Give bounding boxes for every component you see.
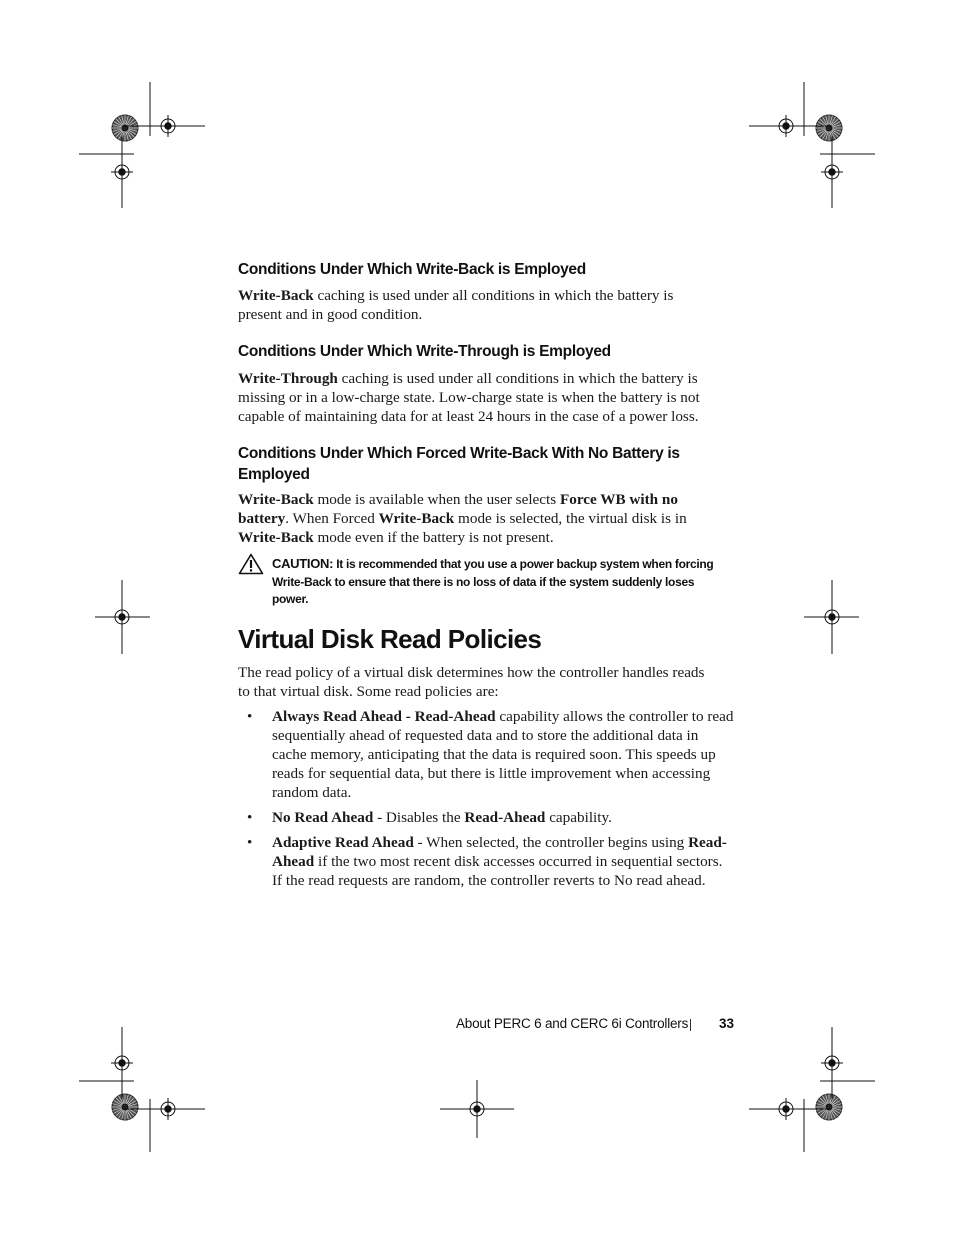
text-run: capability allows the controller to read [495, 708, 734, 725]
text-run: caching is used under all conditions in which the battery is [313, 287, 674, 304]
bold-run: No Read Ahead [272, 809, 374, 826]
text-run: - Disables the [373, 809, 465, 826]
text-run: capability. [545, 809, 612, 826]
text-run: mode even if the battery is not present. [313, 529, 554, 546]
bullet-icon: • [247, 834, 253, 851]
bold-run: battery [238, 510, 286, 527]
text-run: . When Forced [285, 510, 379, 527]
bold-run: Write-Back [238, 491, 314, 508]
text-run: - When selected, the controller begins using [413, 834, 689, 851]
bold-run: Always Read Ahead - Read-Ahead [272, 708, 496, 725]
bold-run: Read-Ahead [464, 809, 546, 826]
bold-run: Force WB with no [559, 491, 678, 508]
bold-run: Read- [688, 834, 727, 851]
caution-label: CAUTION: [272, 556, 334, 571]
text-run: mode is available when the user selects [313, 491, 560, 508]
text-run: present and in good condition. [238, 306, 423, 323]
main-heading: Virtual Disk Read Policies [238, 624, 542, 654]
heading-line: Conditions Under Which Forced Write-Back With No Battery is [238, 445, 680, 462]
text-run: capable of maintaining data for at least 24 hours in the case of a power loss. [238, 408, 699, 425]
text-run: cache memory, anticipating that the data is required soon. This speeds up [272, 746, 716, 763]
page-number: 33 [719, 1016, 735, 1031]
heading-line: Employed [238, 466, 310, 483]
footer-title: About PERC 6 and CERC 6i Controllers [456, 1016, 689, 1031]
bold-run: Write-Back [238, 287, 314, 304]
text-run: if the two most recent disk accesses occurred in sequential sectors. [314, 853, 723, 870]
text-run: sequentially ahead of requested data and to store the additional data in [272, 727, 699, 744]
bullet-icon: • [247, 809, 253, 826]
intro-line: The read policy of a virtual disk determines how the controller handles reads [238, 664, 705, 681]
text-run: mode is selected, the virtual disk is in [454, 510, 687, 527]
section-heading-write-through: Conditions Under Which Write-Through is Employed [238, 343, 611, 360]
bold-run: Ahead [272, 853, 315, 870]
caution-line: It is recommended that you use a power backup system when forcing [333, 557, 714, 571]
bold-run: Write-Through [238, 370, 338, 387]
bullet-icon: • [247, 708, 253, 725]
text-run: random data. [272, 784, 352, 801]
bold-run: Write-Back [238, 529, 314, 546]
section-heading-write-back: Conditions Under Which Write-Back is Employed [238, 261, 586, 278]
bold-run: Adaptive Read Ahead [272, 834, 414, 851]
bold-run: Write-Back [378, 510, 455, 527]
text-run: If the read requests are random, the controller reverts to No read ahead. [272, 872, 706, 889]
intro-line: to that virtual disk. Some read policies are: [238, 683, 499, 700]
caution-line: Write-Back to ensure that there is no loss of data if the system suddenly loses [272, 574, 695, 589]
text-run: caching is used under all conditions in which the battery is [337, 370, 698, 387]
text-run: missing or in a low-charge state. Low-charge state is when the battery is not [238, 389, 700, 406]
caution-line: power. [272, 592, 309, 606]
text-run: reads for sequential data, but there is little improvement when accessing [272, 765, 711, 782]
